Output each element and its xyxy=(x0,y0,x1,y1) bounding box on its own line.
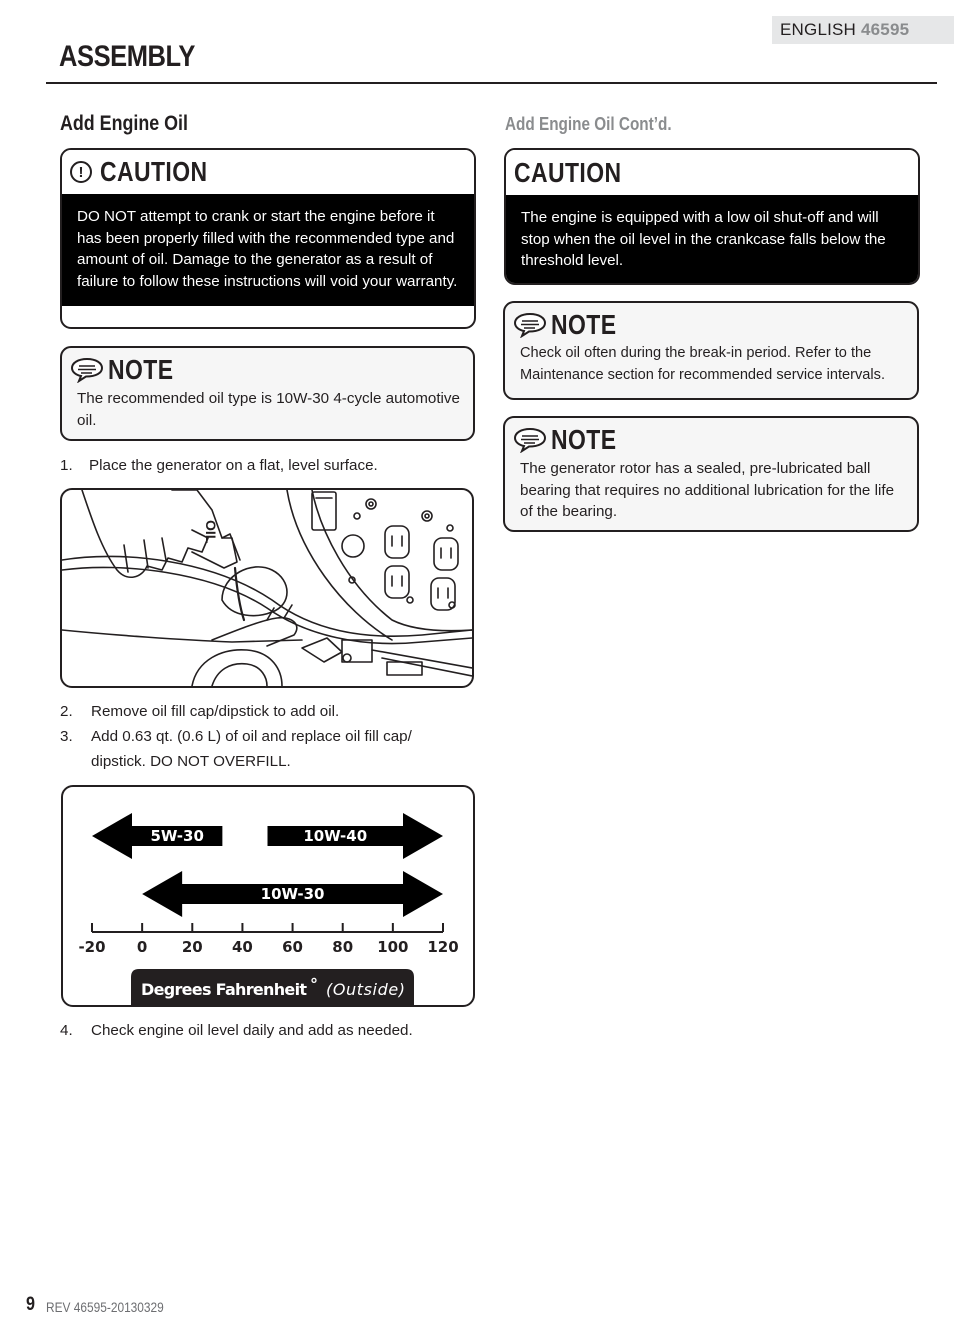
bottle-label: OIL xyxy=(203,520,219,544)
oil-range-label: 10W-30 xyxy=(260,885,325,903)
oil-range-label: 10W-40 xyxy=(303,827,368,845)
step-number: 1. xyxy=(60,457,73,474)
page-number: 9 xyxy=(26,1294,35,1315)
oil-fill-illustration xyxy=(60,488,474,688)
note-text: The generator rotor has a sealed, pre-lubricated ball bearing that requires no additional lubrication for the life of the bearing. xyxy=(520,460,895,520)
language-badge xyxy=(772,16,954,44)
step-text: Add 0.63 qt. (0.6 L) of oil and replace oil fill cap/ dipstick. DO NOT OVERFILL. xyxy=(91,728,412,770)
note-header xyxy=(62,348,473,388)
step-3 xyxy=(60,724,480,774)
caution-text: The engine is equipped with a low oil shut-off and will stop when the oil level in the crankcase falls below the threshold level. xyxy=(506,195,918,285)
degree-symbol: ° xyxy=(310,975,318,994)
note-text: The recommended oil type is 10W-30 4-cycle automotive oil. xyxy=(77,390,460,429)
axis-tick-label: 60 xyxy=(282,938,304,956)
step-4 xyxy=(60,1018,480,1043)
note-box-break-in xyxy=(503,301,919,400)
revision-code: REV 46595-20130329 xyxy=(46,1299,164,1315)
model-number: 46595 xyxy=(860,20,910,39)
caution-text: DO NOT attempt to crank or start the engine before it has been properly filled with the recommended type and amount of oil. Damage to the generator as a result of failure to follow these instructions will void your warranty. xyxy=(62,194,474,306)
axis-tick-label: 40 xyxy=(231,938,253,956)
step-text: Remove oil fill cap/dipstick to add oil. xyxy=(91,703,340,720)
caution-title: CAUTION xyxy=(100,156,208,187)
note-box-rotor-bearing xyxy=(503,416,919,532)
note-header xyxy=(505,303,917,343)
axis-tick-label: 100 xyxy=(377,938,409,956)
speech-bubble-icon xyxy=(513,312,547,338)
axis-tick-label: 0 xyxy=(136,938,148,956)
step-1 xyxy=(60,453,480,478)
step-2 xyxy=(60,699,480,724)
viscosity-chart-svg xyxy=(63,787,473,1005)
caution-title: CAUTION xyxy=(514,156,622,188)
section-heading-add-engine-oil: Add Engine Oil xyxy=(60,112,188,135)
title-divider xyxy=(46,82,937,84)
generator-oil-fill-drawing xyxy=(62,490,472,686)
axis-label-note: (Outside) xyxy=(326,980,405,999)
axis-tick-label: 120 xyxy=(427,938,459,956)
note-header xyxy=(505,418,917,458)
caution-header xyxy=(506,150,918,195)
step-number: 3. xyxy=(60,728,73,745)
axis-tick-label: -20 xyxy=(78,938,106,956)
oil-range-label: 5W-30 xyxy=(150,827,204,845)
axis-label: Degrees Fahrenheit xyxy=(141,980,307,999)
note-box-oil-type xyxy=(60,346,475,441)
step-text: Check engine oil level daily and add as needed. xyxy=(91,1022,413,1039)
step-number: 4. xyxy=(60,1022,73,1039)
axis-tick-label: 80 xyxy=(332,938,354,956)
caution-box-right xyxy=(504,148,920,285)
section-heading-contd: Add Engine Oil Cont’d. xyxy=(505,114,672,134)
note-text: Check oil often during the break-in period. Refer to the Maintenance section for recommended service intervals. xyxy=(520,345,886,383)
step-text: Place the generator on a flat, level surface. xyxy=(89,457,378,474)
caution-header xyxy=(62,150,474,194)
note-title: NOTE xyxy=(551,424,617,455)
oil-viscosity-chart xyxy=(61,785,475,1007)
exclamation-icon: ! xyxy=(70,161,92,183)
axis-tick-label: 20 xyxy=(181,938,203,956)
note-title: NOTE xyxy=(551,309,617,340)
language-label: ENGLISH xyxy=(780,20,857,39)
page-title: ASSEMBLY xyxy=(59,40,195,73)
speech-bubble-icon xyxy=(70,357,104,383)
speech-bubble-icon xyxy=(513,427,547,453)
step-number: 2. xyxy=(60,703,73,720)
note-title: NOTE xyxy=(108,354,174,385)
caution-box-left xyxy=(60,148,476,329)
